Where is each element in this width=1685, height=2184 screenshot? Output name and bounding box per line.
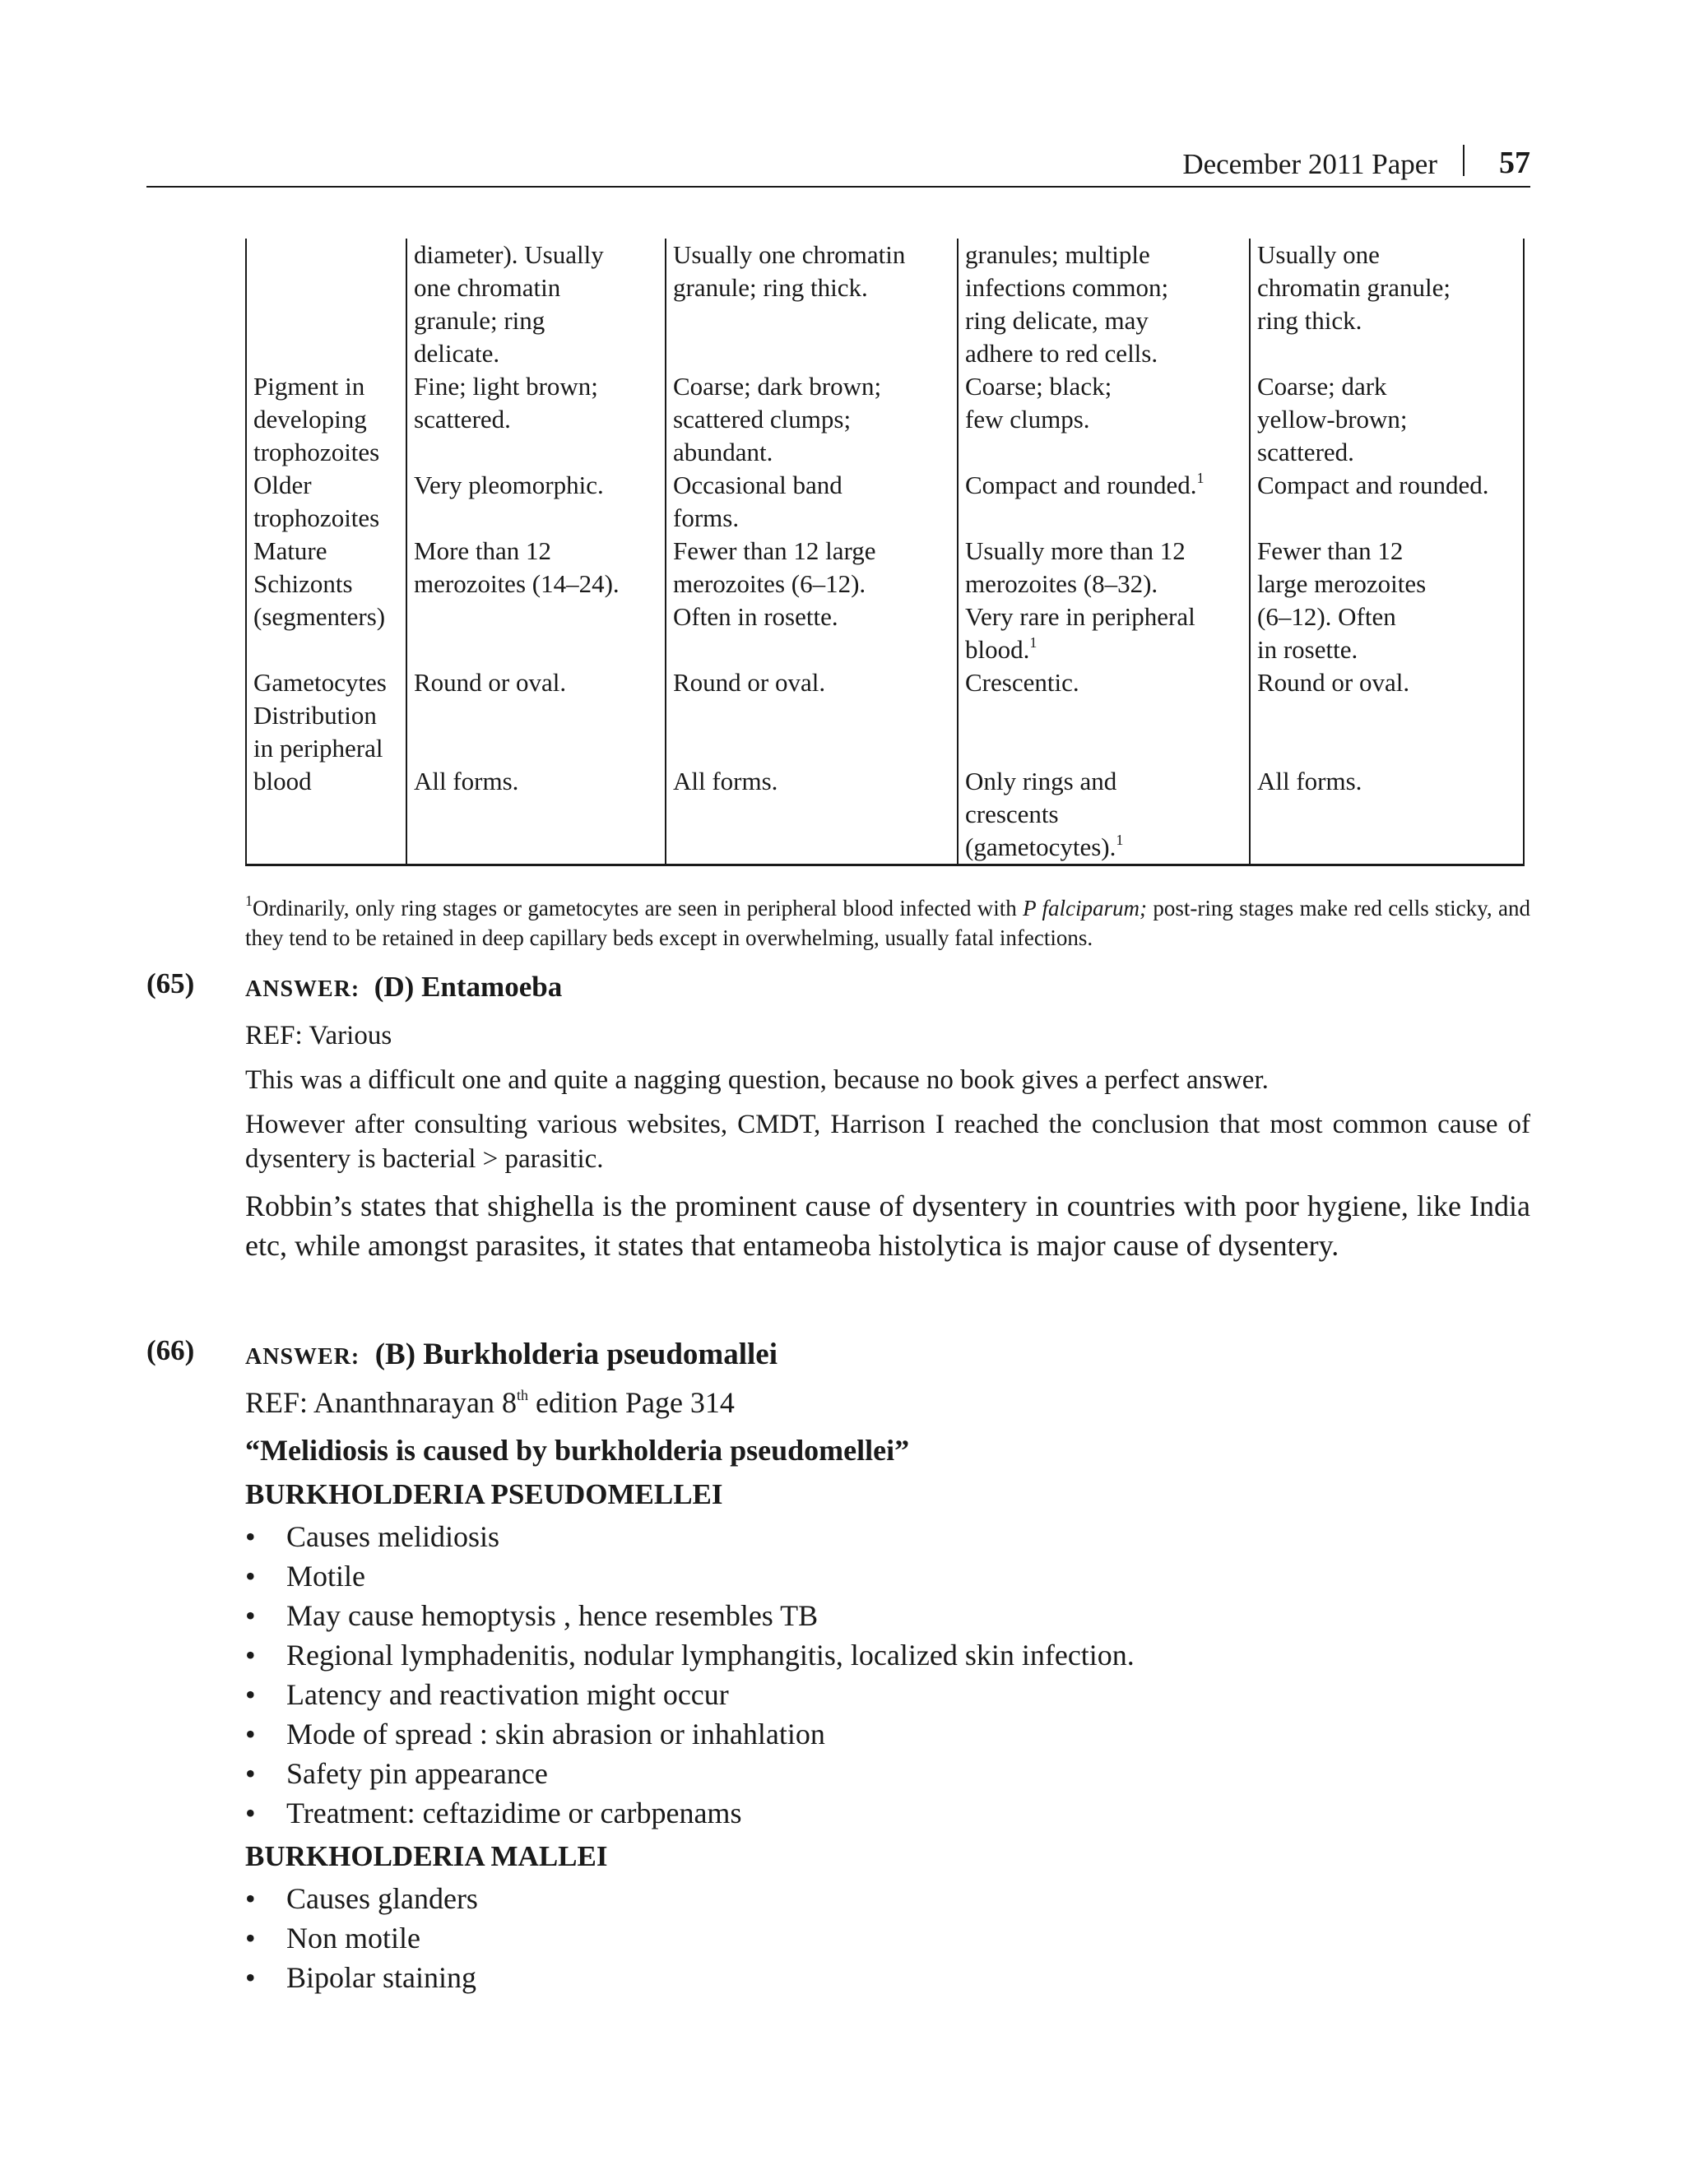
cell-line (673, 271, 950, 304)
cell-text: Distribution (253, 701, 377, 730)
bullet-list-mallei (245, 1879, 478, 1997)
table-footnote (245, 893, 1530, 953)
cell-text: granule; ring (414, 306, 545, 335)
cell-line (1257, 666, 1516, 699)
cell-line (1257, 370, 1516, 403)
section-heading-mallei: BURKHOLDERIA MALLEI (245, 1840, 608, 1872)
cell-line (1257, 535, 1516, 568)
cell-text: Older (253, 471, 312, 499)
falciparum-col1-cell (406, 535, 666, 666)
list-item: • Non motile (245, 1918, 478, 1958)
cell-line (414, 666, 658, 699)
cell-text: blood. (965, 635, 1030, 664)
footnote-text-before: Ordinarily, only ring stages or gametocytes are seen in peripheral blood infected with (253, 896, 1024, 920)
cell-text: (gametocytes). (965, 832, 1116, 861)
col3-cell (958, 666, 1250, 765)
list-item: • Treatment: ceftazidime or carbpenams (245, 1793, 1135, 1833)
answer-label: ANSWER: (245, 1344, 360, 1370)
cell-text: Fewer than 12 large (673, 536, 876, 565)
list-item: • Safety pin appearance (245, 1754, 1135, 1793)
table-row (246, 535, 1524, 666)
falciparum-col1-cell (406, 239, 666, 370)
cell-line (965, 271, 1242, 304)
cell-text: scattered clumps; (673, 405, 852, 434)
cell-text: ring thick. (1257, 306, 1362, 335)
page-number: 57 (1499, 146, 1530, 180)
running-title: December 2011 Paper (1182, 148, 1437, 180)
cell-line (414, 271, 658, 304)
col2-cell (666, 239, 958, 370)
cell-text: trophozoites (253, 438, 380, 466)
malaria-comparison-table (245, 239, 1525, 866)
cell-line (1257, 304, 1516, 337)
cell-line (414, 370, 658, 403)
cell-line (1257, 436, 1516, 469)
col2-cell (666, 370, 958, 469)
cell-line (1257, 633, 1516, 666)
cell-text: adhere to red cells. (965, 339, 1158, 368)
list-item: • May cause hemoptysis , hence resembles TB (245, 1596, 1135, 1635)
cell-text: Coarse; black; (965, 372, 1112, 401)
cell-line (414, 337, 658, 370)
paragraph-65-1: This was a difficult one and quite a nagging question, because no book gives a perfect answer. (245, 1065, 1269, 1095)
answer-value: (D) Entamoeba (374, 971, 563, 1003)
cell-text: Compact and rounded. (1257, 471, 1489, 499)
cell-line (673, 403, 950, 436)
cell-line (965, 568, 1242, 600)
row-label-cell (246, 370, 406, 469)
list-item: • Latency and reactivation might occur (245, 1675, 1135, 1714)
cell-text: one chromatin (414, 273, 561, 302)
cell-text: (segmenters) (253, 602, 386, 631)
table-row (246, 469, 1524, 535)
table-row (246, 370, 1524, 469)
list-item: • Bipolar staining (245, 1958, 478, 1997)
cell-line (414, 765, 658, 798)
cell-line (253, 370, 399, 403)
cell-text: Gametocytes (253, 668, 387, 697)
cell-text: merozoites (8–32). (965, 569, 1158, 598)
cell-line (253, 469, 399, 502)
cell-text: scattered. (1257, 438, 1354, 466)
cell-text: Coarse; dark (1257, 372, 1387, 401)
answer-value: (B) Burkholderia pseudomallei (374, 1338, 778, 1371)
cell-line (253, 568, 399, 600)
cell-text: Round or oval. (414, 668, 567, 697)
col4-cell (1250, 765, 1524, 865)
cell-line (1257, 271, 1516, 304)
col2-cell (666, 765, 958, 865)
cell-line (253, 699, 399, 732)
cell-line (414, 568, 658, 600)
cell-line (253, 765, 399, 798)
table-row (246, 765, 1524, 865)
col4-cell (1250, 535, 1524, 666)
cell-text: few clumps. (965, 405, 1090, 434)
list-item: • Causes melidiosis (245, 1517, 1135, 1556)
row-label-cell (246, 765, 406, 865)
table-row (246, 666, 1524, 765)
cell-text: Fewer than 12 (1257, 536, 1404, 565)
list-item: • Mode of spread : skin abrasion or inhahlation (245, 1714, 1135, 1754)
cell-text: Often in rosette. (673, 602, 838, 631)
cell-line (673, 535, 950, 568)
cell-line (965, 535, 1242, 568)
bullet-list-pseudomellei (245, 1517, 1135, 1833)
cell-line (1257, 469, 1516, 502)
reference-66 (245, 1385, 1530, 1420)
cell-line (965, 469, 1242, 502)
cell-text: ring delicate, may (965, 306, 1149, 335)
cell-text: delicate. (414, 339, 500, 368)
footnote-marker: 1 (245, 893, 253, 909)
cell-text: infections common; (965, 273, 1169, 302)
col2-cell (666, 469, 958, 535)
falciparum-col1-cell (406, 469, 666, 535)
list-item: • Causes glanders (245, 1879, 478, 1918)
cell-line (253, 666, 399, 699)
reference-text-after: edition Page 314 (527, 1386, 735, 1419)
cell-line (414, 239, 658, 271)
reference-65: REF: Various (245, 1021, 392, 1050)
cell-text: diameter). Usually (414, 240, 604, 269)
cell-line (253, 403, 399, 436)
cell-line (965, 239, 1242, 271)
cell-text: developing (253, 405, 367, 434)
cell-line (673, 568, 950, 600)
cell-text: Compact and rounded. (965, 471, 1197, 499)
cell-line (414, 469, 658, 502)
cell-line (253, 732, 399, 765)
question-number-65: (65) (146, 967, 195, 999)
cell-text: crescents (965, 800, 1059, 828)
cell-text: Round or oval. (1257, 668, 1410, 697)
row-label-cell (246, 535, 406, 666)
col4-cell (1250, 469, 1524, 535)
answer-65 (245, 971, 562, 1004)
cell-line (965, 403, 1242, 436)
cell-text: More than 12 (414, 536, 552, 565)
cell-line (253, 436, 399, 469)
cell-text: Fine; light brown; (414, 372, 598, 401)
cell-text: Pigment in (253, 372, 365, 401)
cell-line (965, 337, 1242, 370)
list-item: • Motile (245, 1556, 1135, 1596)
page-header (146, 145, 1530, 188)
cell-text: yellow-brown; (1257, 405, 1408, 434)
cell-text: Usually more than 12 (965, 536, 1186, 565)
cell-text: granule; ring thick. (673, 273, 868, 302)
cell-line (965, 370, 1242, 403)
cell-text: Very rare in peripheral (965, 602, 1195, 631)
footnote-ref: 1 (1029, 633, 1037, 651)
list-item: • Regional lymphadenitis, nodular lymphangitis, localized skin infection. (245, 1635, 1135, 1675)
cell-line (673, 666, 950, 699)
cell-line (1257, 600, 1516, 633)
cell-text: in rosette. (1257, 635, 1358, 664)
cell-line (673, 765, 950, 798)
cell-text: scattered. (414, 405, 511, 434)
cell-text: chromatin granule; (1257, 273, 1451, 302)
cell-text: Coarse; dark brown; (673, 372, 882, 401)
cell-line (965, 765, 1242, 798)
row-label-cell (246, 469, 406, 535)
cell-line (965, 666, 1242, 699)
cell-text: in peripheral (253, 734, 383, 763)
cell-text: forms. (673, 503, 740, 532)
paragraph-65-3: Robbin’s states that shighella is the prominent cause of dysentery in countries with poor hygiene, like India etc, while amongst parasites, it states that entameoba histolytica is major cause of dysentery. (245, 1189, 1530, 1262)
cell-line (965, 600, 1242, 633)
header-separator (1463, 145, 1465, 176)
cell-text: merozoites (14–24). (414, 569, 620, 598)
footnote-ref: 1 (1196, 469, 1205, 486)
footnote-text-after: post-ring stages make red cells sticky, and they tend to be retained in deep capillary beds except in overwhelming, usually fatal infections. (245, 896, 1530, 950)
col4-cell (1250, 666, 1524, 765)
cell-text: Very pleomorphic. (414, 471, 604, 499)
cell-text: large merozoites (1257, 569, 1427, 598)
falciparum-col1-cell (406, 370, 666, 469)
cell-text: Only rings and (965, 767, 1117, 795)
cell-text: granules; multiple (965, 240, 1150, 269)
cell-line (965, 798, 1242, 831)
table-row (246, 239, 1524, 370)
cell-line (965, 304, 1242, 337)
reference-superscript: th (516, 1387, 528, 1403)
cell-line (965, 831, 1242, 864)
cell-line (1257, 403, 1516, 436)
col3-cell (958, 469, 1250, 535)
cell-text: Round or oval. (673, 668, 826, 697)
cell-line (1257, 239, 1516, 271)
cell-text: Mature (253, 536, 327, 565)
cell-text: All forms. (673, 767, 778, 795)
cell-text: Usually one (1257, 240, 1380, 269)
cell-text: merozoites (6–12). (673, 569, 866, 598)
cell-line (253, 502, 399, 535)
cell-text: Occasional band (673, 471, 842, 499)
cell-line (965, 633, 1242, 666)
cell-text: abundant. (673, 438, 773, 466)
col4-cell (1250, 239, 1524, 370)
cell-line (414, 304, 658, 337)
col3-cell (958, 765, 1250, 865)
cell-text: blood (253, 767, 312, 795)
cell-text: Usually one chromatin (673, 240, 906, 269)
paragraph-65-2: However after consulting various websites, CMDT, Harrison I reached the conclusion that most common cause of dysentery is bacterial > parasitic. (245, 1110, 1530, 1174)
cell-line (253, 600, 399, 633)
col2-cell (666, 666, 958, 765)
reference-text: REF: Ananthnarayan 8 (245, 1386, 517, 1419)
cell-text: All forms. (414, 767, 519, 795)
cell-line (673, 370, 950, 403)
col2-cell (666, 535, 958, 666)
col4-cell (1250, 370, 1524, 469)
col3-cell (958, 370, 1250, 469)
answer-label: ANSWER: (245, 976, 360, 1002)
cell-line (673, 239, 950, 271)
row-label-cell (246, 666, 406, 765)
cell-line (673, 436, 950, 469)
cell-line (253, 535, 399, 568)
footnote-ref: 1 (1116, 831, 1124, 848)
answer-66 (245, 1337, 778, 1372)
cell-line (1257, 765, 1516, 798)
col3-cell (958, 239, 1250, 370)
quote-66: “Melidiosis is caused by burkholderia pseudomellei” (245, 1434, 910, 1467)
cell-line (1257, 568, 1516, 600)
cell-line (673, 469, 950, 502)
cell-line (673, 502, 950, 535)
falciparum-col1-cell (406, 765, 666, 865)
cell-line (414, 403, 658, 436)
col3-cell (958, 535, 1250, 666)
falciparum-col1-cell (406, 666, 666, 765)
cell-text: (6–12). Often (1257, 602, 1396, 631)
cell-line (673, 600, 950, 633)
cell-text: trophozoites (253, 503, 380, 532)
cell-text: Schizonts (253, 569, 353, 598)
question-number-66: (66) (146, 1334, 195, 1366)
cell-line (414, 535, 658, 568)
footnote-species: P falciparum; (1023, 896, 1147, 920)
row-label-cell (246, 239, 406, 370)
cell-text: Crescentic. (965, 668, 1079, 697)
section-heading-pseudomellei: BURKHOLDERIA PSEUDOMELLEI (245, 1478, 723, 1510)
cell-text: All forms. (1257, 767, 1362, 795)
